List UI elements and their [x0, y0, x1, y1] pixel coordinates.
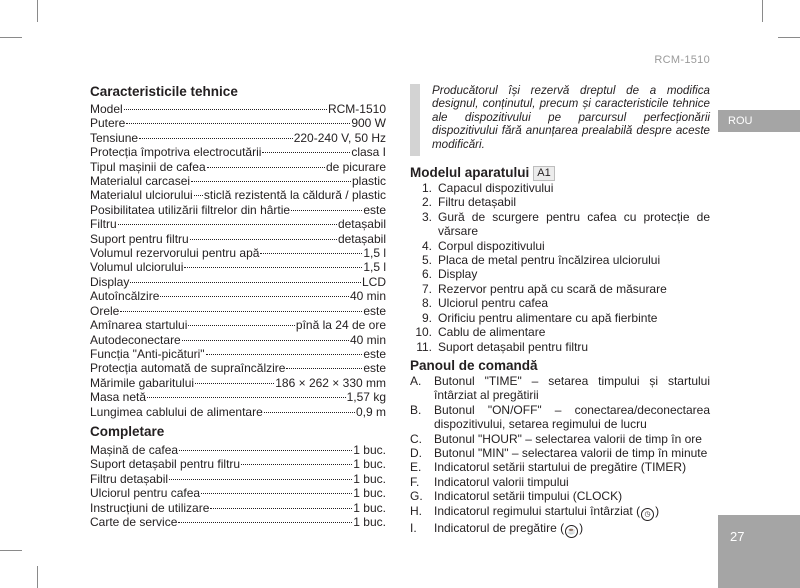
spec-row [90, 131, 386, 145]
notice-block [410, 84, 710, 151]
list-item [410, 446, 710, 460]
spec-value: 40 min [349, 289, 386, 304]
list-item-number: G. [410, 489, 423, 504]
model-header [410, 165, 710, 181]
crop-mark [37, 0, 38, 22]
list-item [410, 460, 710, 474]
leader-dots [291, 210, 362, 211]
list-item-number: 5. [421, 253, 432, 268]
specs-table [90, 102, 386, 419]
list-item-number: D. [410, 445, 422, 460]
leader-dots [118, 224, 337, 225]
list-item-text [438, 311, 710, 325]
spec-value: este [363, 361, 386, 376]
list-item-text [438, 267, 710, 281]
right-column [410, 84, 710, 538]
spec-row [90, 472, 386, 486]
spec-row [90, 486, 386, 500]
panou-title: Panoul de comandă [410, 357, 538, 373]
spec-value: 1 buc. [353, 442, 386, 457]
list-item [410, 504, 710, 521]
spec-value: 1 buc. [353, 500, 386, 515]
list-item-number: 11. [416, 339, 432, 354]
leader-dots [139, 138, 293, 139]
spec-row [90, 501, 386, 515]
spec-label: Filtru [90, 217, 117, 232]
spec-row [90, 116, 386, 130]
list-item-label: Corpul dispozitivului [438, 238, 545, 253]
spec-label: Orele [90, 303, 120, 318]
leader-dots [179, 450, 352, 451]
language-tab: ROU [718, 110, 800, 132]
list-item-label: Filtru detașabil [438, 195, 517, 210]
spec-label: Volumul rezervorului pentru apă [90, 246, 260, 261]
spec-label: Materialul carcasei [90, 174, 191, 189]
list-item-number: A. [410, 373, 422, 388]
spec-row [90, 333, 386, 347]
list-item-number: E. [410, 460, 422, 475]
list-item-text [434, 446, 710, 460]
model-parts-list [410, 181, 710, 354]
list-item-number: 8. [421, 296, 432, 311]
list-item-text [438, 340, 710, 354]
list-item-text [434, 489, 710, 503]
spec-row [90, 188, 386, 202]
spec-label: Protecția împotriva electrocutării [90, 145, 262, 160]
list-item-text [438, 296, 710, 310]
list-item [410, 325, 710, 339]
list-item [410, 489, 710, 503]
leader-dots [262, 152, 350, 153]
list-item [410, 521, 710, 538]
list-item-label: Orificiu pentru alimentare cu apă fierbinte [438, 310, 658, 325]
leader-dots [184, 267, 362, 268]
spec-label: Tensiune [90, 130, 139, 145]
spec-label: Model [90, 102, 123, 116]
spec-label: Protecția automată de supraîncălzire [90, 361, 286, 376]
leader-dots [160, 296, 349, 297]
header-model-code: RCM-1510 [654, 54, 710, 66]
spec-row [90, 102, 386, 116]
spec-row [90, 304, 386, 318]
list-item [410, 195, 710, 209]
list-item-label: Cablu de alimentare [438, 325, 546, 340]
control-panel-list [410, 374, 710, 538]
spec-row [90, 232, 386, 246]
list-item-text [438, 195, 710, 209]
list-item-number: 4. [421, 238, 432, 253]
spec-row [90, 347, 386, 361]
list-item [410, 432, 710, 446]
spec-value: clasa I [351, 145, 386, 160]
list-item-text [434, 504, 710, 521]
spec-row [90, 361, 386, 375]
leader-dots [147, 397, 346, 398]
list-item [410, 296, 710, 310]
spec-row [90, 318, 386, 332]
spec-value: RCM-1510 [327, 102, 386, 116]
spec-value: 1 buc. [353, 486, 386, 501]
leader-dots [264, 412, 355, 413]
spec-value: 1 buc. [353, 457, 386, 472]
spec-row [90, 260, 386, 274]
spec-value: detașabil [337, 231, 386, 246]
spec-value: 1,5 l [363, 260, 386, 275]
spec-row [90, 217, 386, 231]
list-item-text [434, 475, 710, 489]
leader-dots [207, 167, 325, 168]
spec-value: 186 × 262 × 330 mm [275, 375, 386, 390]
leader-dots [182, 340, 349, 341]
cup-icon: ( ☕ ) [557, 521, 583, 535]
spec-value: 40 min [349, 332, 386, 347]
list-item-number: 3. [421, 209, 432, 224]
spec-label: Carte de service [90, 514, 178, 529]
leader-dots [241, 464, 352, 465]
notice-text: Producătorul își rezervă dreptul de a modifica designul, conținutul, precum și caracteristicile tehnice ale dispozitivului pe parcursul perfecționării dispozitivului fără anunțarea prealabilă despre aceste modificări. [432, 84, 710, 151]
leader-dots [126, 123, 350, 124]
spec-label: Masa netă [90, 390, 147, 405]
spec-row [90, 246, 386, 260]
spec-row [90, 405, 386, 419]
page-number: 27 [718, 515, 800, 588]
leader-dots [188, 325, 295, 326]
leader-dots [194, 195, 203, 196]
spec-label: Tipul mașinii de cafea [90, 159, 206, 174]
list-item [410, 253, 710, 267]
spec-label: Putere [90, 116, 126, 131]
list-item [410, 239, 710, 253]
spec-value: pînă la 24 de ore [295, 318, 386, 333]
leader-dots [169, 479, 352, 480]
crop-mark [762, 0, 763, 22]
list-item-label: Indicatorul setării timpului (CLOCK) [434, 489, 623, 504]
spec-value: 1 buc. [353, 471, 386, 486]
list-item-number: 9. [421, 310, 432, 325]
list-item-number: H. [410, 503, 422, 518]
list-item-number: C. [410, 431, 422, 446]
list-item-text [434, 403, 710, 432]
list-item [410, 181, 710, 195]
leader-dots [201, 493, 352, 494]
spec-row [90, 515, 386, 529]
spec-label: Materialul ulciorului [90, 188, 193, 203]
list-item [410, 403, 710, 432]
spec-value: detașabil [337, 217, 386, 232]
leader-dots [286, 368, 362, 369]
list-item-text [434, 460, 710, 474]
list-item-label: Butonul "MIN" – selectarea valorii de timp în minute [434, 445, 708, 460]
completare-title: Completare [90, 423, 165, 439]
list-item-text [438, 253, 710, 267]
crop-mark [37, 566, 38, 588]
leader-dots [124, 109, 327, 110]
spec-row [90, 145, 386, 159]
list-item-label: Indicatorul setării startului de pregătire (TIMER) [434, 460, 687, 475]
list-item-label: Rezervor pentru apă cu scară de măsurare [438, 281, 667, 296]
spec-label: Funcția "Anti-picături" [90, 346, 205, 361]
list-item [410, 311, 710, 325]
list-item [410, 267, 710, 281]
spec-label: Mărimile gabaritului [90, 375, 195, 390]
model-title: Modelul aparatului [410, 165, 530, 181]
crop-mark [0, 37, 22, 38]
spec-label: Autoîncălzire [90, 289, 160, 304]
leader-dots [130, 282, 361, 283]
leader-dots [190, 239, 337, 240]
spec-value: 1,5 l [363, 246, 386, 261]
list-item-number: B. [410, 402, 422, 417]
list-item [410, 282, 710, 296]
list-item-label: Indicatorul valorii timpului [434, 474, 569, 489]
spec-value: 900 W [351, 116, 386, 131]
list-item-number: 7. [421, 281, 432, 296]
spec-value: sticlă rezistentă la căldură / plastic [203, 188, 386, 203]
list-item-text [438, 325, 710, 339]
spec-row [90, 275, 386, 289]
list-item [410, 475, 710, 489]
figure-badge: A1 [533, 166, 554, 181]
leader-dots [195, 383, 274, 384]
crop-mark [0, 550, 22, 551]
spec-row [90, 289, 386, 303]
spec-label: Ulciorul pentru cafea [90, 486, 201, 501]
list-item-number: 6. [421, 267, 432, 282]
list-item [410, 374, 710, 403]
left-column [90, 84, 386, 529]
leader-dots [210, 508, 352, 509]
spec-value: 0,9 m [355, 404, 386, 419]
spec-label: Amînarea startului [90, 318, 188, 333]
list-item-number: 2. [421, 195, 432, 210]
spec-label: Mașină de cafea [90, 442, 179, 457]
specs-title: Caracteristicile tehnice [90, 84, 238, 99]
list-item-label: Gură de scurgere pentru cafea cu protecție de vărsare [438, 209, 710, 239]
list-item-label: Placa de metal pentru încălzirea ulciorului [438, 253, 661, 268]
spec-value: 1,57 kg [346, 390, 386, 405]
spec-value: este [363, 346, 386, 361]
list-item-label: Suport detașabil pentru filtru [438, 339, 589, 354]
spec-label: Autodeconectare [90, 332, 181, 347]
list-item-label: Butonul "TIME" – setarea timpului și startului întârziat al pregătirii [434, 373, 710, 403]
leader-dots [120, 311, 362, 312]
list-item-number: I. [410, 520, 417, 535]
spec-value: de picurare [325, 159, 386, 174]
spec-label: Suport pentru filtru [90, 231, 189, 246]
list-item-label: Ulciorul pentru cafea [438, 296, 549, 311]
spec-row [90, 457, 386, 471]
leader-dots [191, 181, 351, 182]
spec-value: plastic [351, 174, 386, 189]
spec-value: este [363, 303, 386, 318]
list-item [410, 340, 710, 354]
list-item-number: 10. [415, 325, 432, 340]
spec-value: 220-240 V, 50 Hz [293, 130, 386, 145]
spec-row [90, 203, 386, 217]
list-item-text [438, 282, 710, 296]
crop-mark [778, 37, 800, 38]
list-item-text [434, 432, 710, 446]
spec-value: LCD [361, 274, 386, 289]
list-item-label: Butonul "ON/OFF" – conectarea/deconectarea dispozitivului, setarea regimului de lucru [434, 402, 710, 432]
leader-dots [260, 253, 362, 254]
spec-row [90, 160, 386, 174]
list-item-label: Butonul "HOUR" – selectarea valorii de timp în ore [434, 431, 702, 446]
list-item-text [434, 521, 710, 538]
spec-row [90, 376, 386, 390]
spec-label: Lungimea cablului de alimentare [90, 404, 263, 419]
list-item-label: Capacul dispozitivului [438, 181, 554, 196]
spec-label: Filtru detașabil [90, 471, 169, 486]
list-item-label: Indicatorul regimului startului întârziat [434, 503, 633, 518]
list-item [410, 210, 710, 239]
spec-label: Posibilitatea utilizării filtrelor din hârtie [90, 202, 291, 217]
list-item-number: F. [410, 474, 420, 489]
spec-row [90, 174, 386, 188]
spec-value: 1 buc. [353, 514, 386, 529]
spec-row [90, 443, 386, 457]
notice-bar [410, 84, 420, 156]
spec-value: este [363, 202, 386, 217]
list-item-text [438, 239, 710, 253]
spec-label: Volumul ulciorului [90, 260, 184, 275]
spec-row [90, 390, 386, 404]
list-item-number: 1. [421, 181, 432, 196]
spec-label: Display [90, 274, 130, 289]
clock-icon: ( ◷ ) [633, 504, 659, 518]
leader-dots [178, 522, 352, 523]
leader-dots [206, 354, 363, 355]
list-item-text [434, 374, 710, 403]
completare-table [90, 443, 386, 529]
list-item-text [438, 210, 710, 239]
list-item-label: Display [438, 267, 478, 282]
spec-label: Instrucțiuni de utilizare [90, 500, 210, 515]
list-item-text [438, 181, 710, 195]
spec-label: Suport detașabil pentru filtru [90, 457, 241, 472]
list-item-label: Indicatorul de pregătire [434, 520, 557, 535]
